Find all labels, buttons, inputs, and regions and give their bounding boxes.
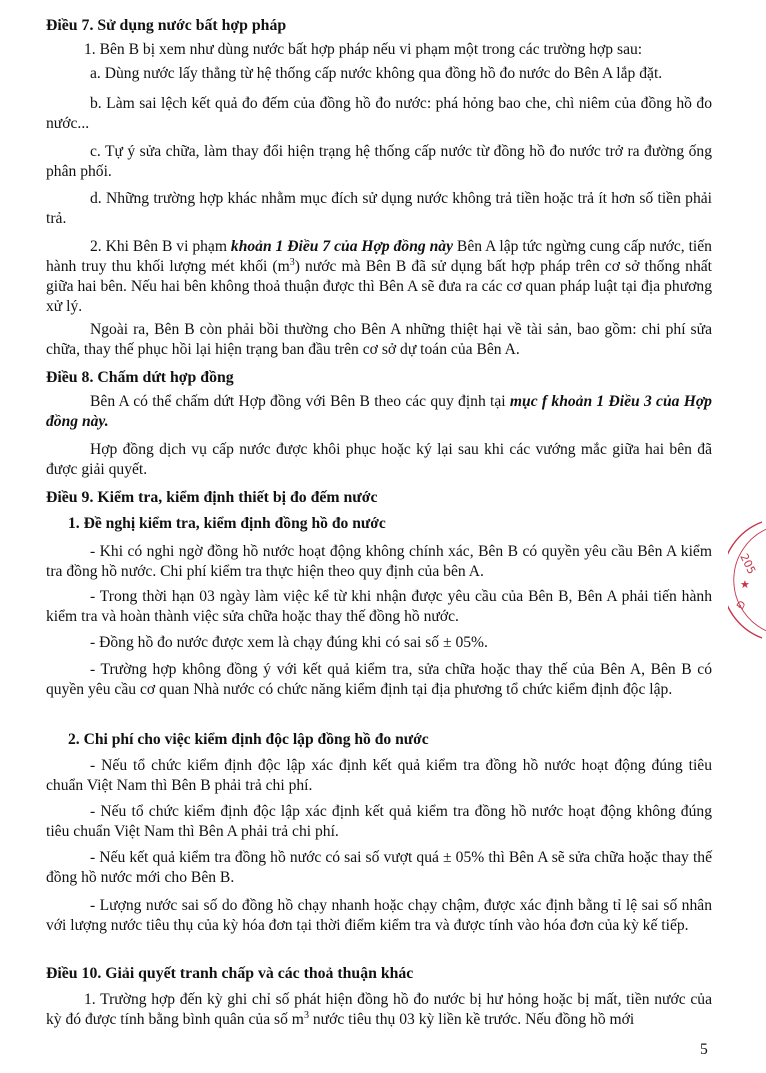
article-8-paragraph-1	[46, 392, 712, 432]
svg-text:205: 205	[737, 551, 759, 577]
list-item: - Nếu tổ chức kiểm định độc lập xác định kết quả kiểm tra đồng hồ nước hoạt động đúng tiêu chuẩn Việt Nam thì Bên B phải trả chi phí.	[46, 757, 712, 794]
list-item: - Nếu tổ chức kiểm định độc lập xác định kết quả kiểm tra đồng hồ nước hoạt động không đúng tiêu chuẩn Việt Nam thì Bên A phải trả chi phí.	[46, 803, 712, 840]
clause-2-reference: khoản 1 Điều 7 của Hợp đồng này	[230, 238, 453, 255]
list-item: - Nếu kết quả kiểm tra đồng hồ nước có sai số vượt quá ± 05% thì Bên A sẽ sửa chữa hoặc thay thế đồng hồ nước mới cho Bên B.	[46, 849, 712, 886]
list-item: - Trường hợp không đồng ý với kết quả kiểm tra, sửa chữa hoặc thay thế của Bên A, Bên B có quyền yêu cầu cơ quan Nhà nước có chức năng kiểm định tại địa phương tổ chức kiểm định độc lập.	[46, 661, 712, 698]
clause-2-superscript: 3	[289, 256, 295, 268]
article-9-heading: Điều 9. Kiểm tra, kiểm định thiết bị đo đếm nước	[46, 489, 378, 506]
article-10-text-end: nước tiêu thụ 03 kỳ liền kề trước. Nếu đồng hồ mới	[308, 1011, 635, 1028]
list-item: - Khi có nghi ngờ đồng hồ nước hoạt động không chính xác, Bên B có quyền yêu cầu Bên A kiểm tra đồng hồ nước. Chi phí kiểm tra thực hiện theo quy định của bên A.	[46, 543, 712, 580]
article-7-clause-1: 1. Bên B bị xem như dùng nước bất hợp pháp nếu vi phạm một trong các trường hợp sau:	[84, 41, 643, 58]
svg-text:Đ: Đ	[735, 599, 749, 612]
article-7-item-c: c. Tự ý sửa chữa, làm thay đổi hiện trạng hệ thống cấp nước từ đồng hồ đo nước trở ra đường ống phân phối.	[46, 143, 712, 180]
article-10-heading: Điều 10. Giải quyết tranh chấp và các thoả thuận khác	[46, 965, 414, 982]
clause-2-text-end: ) nước mà Bên B đã sử dụng bất hợp pháp trên cơ sở thống nhất giữa hai bên. Nếu hai bên không thoả thuận được thì Bên A sẽ đưa ra các cơ quan pháp luật tại địa phương xử lý.	[46, 258, 712, 315]
article-9-section-2-heading: 2. Chi phí cho việc kiểm định độc lập đồng hồ đo nước	[68, 731, 429, 748]
article-7-item-b: b. Làm sai lệch kết quả đo đếm của đồng hồ đo nước: phá hỏng bao che, chì niêm của đồng hồ đo nước...	[46, 95, 712, 132]
clause-2-text-start: 2. Khi Bên B vi phạm	[90, 238, 231, 255]
clause-2-text-mid: Bên A lập tức ngừng cung cấp nước, tiến hành truy thu khối lượng mét khối (m	[46, 238, 712, 275]
article-8-heading: Điều 8. Chấm dứt hợp đồng	[46, 369, 234, 386]
page-number: 5	[700, 1041, 708, 1058]
article-7-item-d: d. Những trường hợp khác nhằm mục đích sử dụng nước không trả tiền hoặc trả ít hơn số tiền phải trả.	[46, 190, 712, 227]
article-7-clause-2	[46, 237, 712, 317]
article-8-paragraph-2: Hợp đồng dịch vụ cấp nước được khôi phục hoặc ký lại sau khi các vướng mắc giữa hai bên đã được giải quyết.	[46, 441, 712, 478]
list-item: - Lượng nước sai số do đồng hồ chạy nhanh hoặc chạy chậm, được xác định bằng tỉ lệ sai số nhân với lượng nước tiêu thụ của kỳ hóa đơn tại thời điểm kiểm tra và được tính vào hóa đơn của kỳ kế tiếp.	[46, 897, 712, 934]
article-8-text: Bên A có thể chấm dứt Hợp đồng với Bên B theo các quy định tại	[90, 393, 510, 410]
svg-text:★: ★	[740, 578, 750, 591]
article-10-text-start: 1. Trường hợp đến kỳ ghi chỉ số phát hiện đồng hồ đo nước bị hư hỏng hoặc bị mất, tiền nước của kỳ đó được tính bằng bình quân của số m	[46, 991, 712, 1028]
article-10-clause-1	[46, 990, 712, 1030]
article-7-compensation: Ngoài ra, Bên B còn phải bồi thường cho Bên A những thiệt hại về tài sản, bao gồm: chi phí sửa chữa, thay thế phục hồi lại hiện trạng ban đầu trên cơ sở dự toán của Bên A.	[46, 321, 712, 358]
article-9-section-1-heading: 1. Đề nghị kiểm tra, kiểm định đồng hồ đo nước	[68, 515, 386, 532]
list-item: - Trong thời hạn 03 ngày làm việc kể từ khi nhận được yêu cầu của Bên B, Bên A phải tiến hành kiểm tra và hoàn thành việc sửa chữa hoặc thay thế đồng hồ nước.	[46, 588, 712, 625]
article-10-superscript: 3	[303, 1009, 309, 1021]
article-7-item-a: a. Dùng nước lấy thẳng từ hệ thống cấp nước không qua đồng hồ đo nước do Bên A lắp đặt.	[90, 65, 663, 82]
red-stamp-icon	[728, 520, 766, 640]
article-7-heading: Điều 7. Sử dụng nước bất hợp pháp	[46, 17, 287, 34]
article-8-reference: mục f khoản 1 Điều 3 của Hợp đồng này.	[46, 393, 712, 430]
list-item: - Đồng hồ đo nước được xem là chạy đúng khi có sai số ± 05%.	[90, 634, 488, 651]
